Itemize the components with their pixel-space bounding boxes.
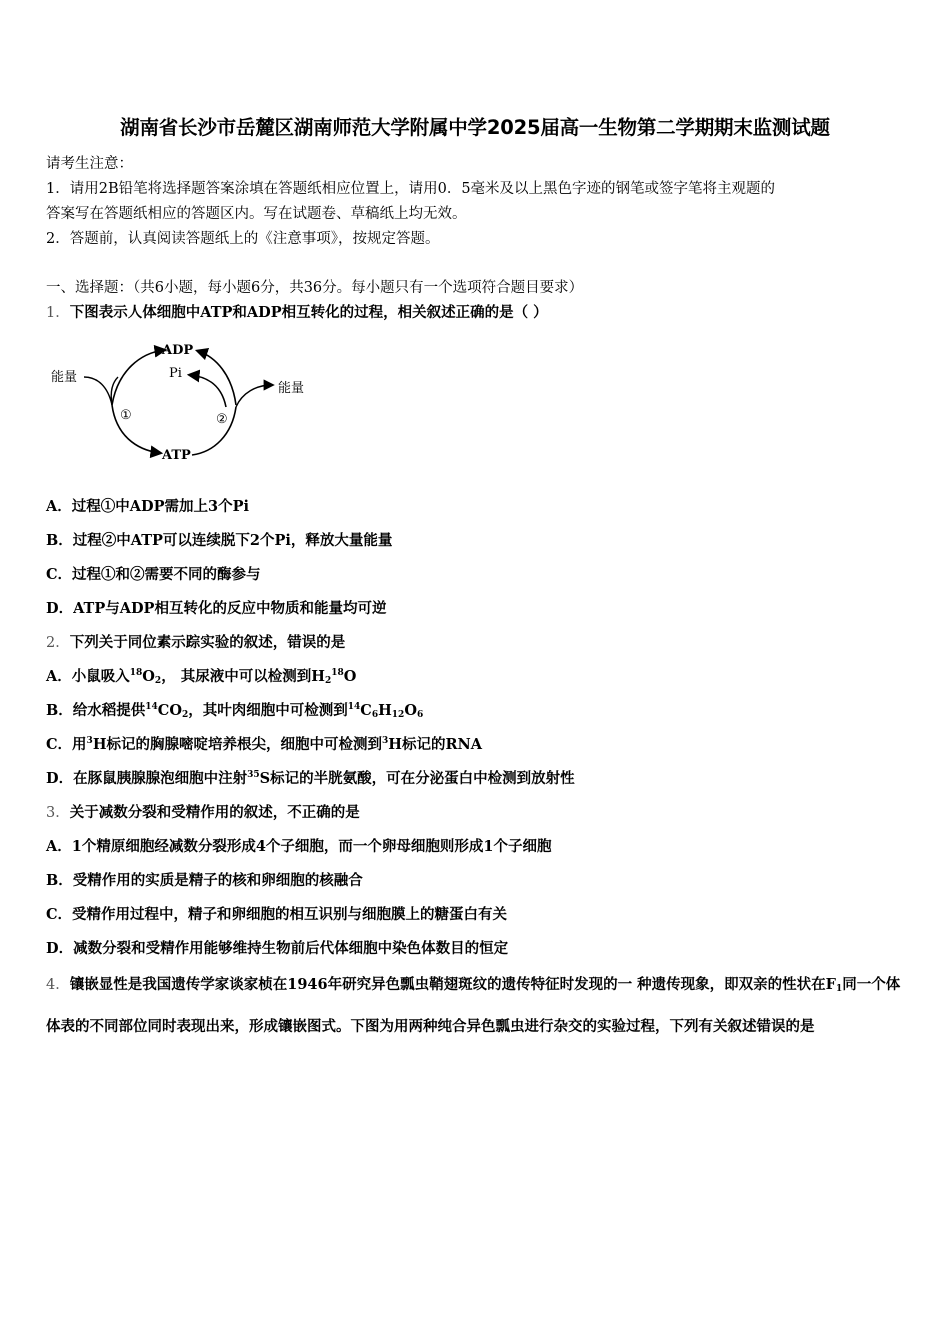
question-number: 4． xyxy=(46,977,70,993)
question-text: 关于减数分裂和受精作用的叙述，不正确的是 xyxy=(69,804,360,821)
q2-option-d: D．在豚鼠胰腺腺泡细胞中注射$^{35}$S标记的半胱氨酸，可在分泌蛋白中检测到放射性 xyxy=(46,770,575,787)
question-number: 1． xyxy=(46,305,70,321)
notice-item-1-line-2: 答案写在答题纸相应的答题区内。写在试题卷、草稿纸上均无效。 xyxy=(46,206,467,222)
q3-option-c: C．受精作用过程中，精子和卵细胞的相互识别与细胞膜上的糖蛋白有关 xyxy=(46,906,508,923)
question-text: 下列关于同位素示踪实验的叙述，错误的是 xyxy=(69,634,346,651)
energy-out-label: 能量 xyxy=(278,381,305,396)
energy-out-curve xyxy=(236,385,272,407)
notice-item-1-line-1: 1．请用2B铅笔将选择题答案涂填在答题纸相应位置上，请用0．5毫米及以上黑色字迹的钢笔或签字笔将主观题的 xyxy=(46,181,776,197)
energy-in-curve xyxy=(84,377,112,405)
arc-release-pi xyxy=(190,375,226,407)
page-title: 湖南省长沙市岳麓区湖南师范大学附属中学2025届高一生物第二学期期末监测试题 xyxy=(120,116,830,139)
question-text: 下图表示人体细胞中ATP和ADP相互转化的过程，相关叙述正确的是（ ） xyxy=(69,304,548,321)
q3-option-a: A．1个精原细胞经减数分裂形成4个子细胞，而一个卵母细胞则形成1个子细胞 xyxy=(46,838,552,855)
q1-option-a: A．过程①中ADP需加上3个Pi xyxy=(46,498,249,515)
q2-option-c: C．用$^3$H标记的胸腺嘧啶培养根尖，细胞中可检测到$^3$H标记的RNA xyxy=(46,736,483,753)
pi-label: Pi xyxy=(169,366,182,381)
question-number: 2． xyxy=(46,635,70,651)
arc-to-adp xyxy=(112,350,164,405)
q2-option-b: B．给水稻提供$^{14}CO_2$，其叶肉细胞中可检测到$^{14}C_6H_{12}O_6$ xyxy=(46,702,424,720)
adp-label: ADP xyxy=(162,343,194,358)
atp-adp-cycle-diagram xyxy=(46,335,326,470)
notice-heading: 请考生注意： xyxy=(46,156,133,172)
section-heading: 一、选择题：（共6小题，每小题6分，共36分。每小题只有一个选项符合题目要求） xyxy=(46,280,584,296)
q3-option-b: B．受精作用的实质是精子的核和卵细胞的核融合 xyxy=(46,872,363,889)
arc-from-atp xyxy=(192,407,236,455)
question-3-stem xyxy=(46,801,360,822)
step-1-marker: ① xyxy=(120,408,132,423)
question-number: 3． xyxy=(46,805,70,821)
q1-option-b: B．过程②中ATP可以连续脱下2个Pi，释放大量能量 xyxy=(46,532,393,549)
step-2-marker: ② xyxy=(216,412,228,427)
question-1-stem xyxy=(46,301,548,322)
atp-label: ATP xyxy=(162,448,191,463)
energy-in-label: 能量 xyxy=(51,370,78,385)
question-2-stem xyxy=(46,631,345,652)
notice-item-2: 2．答题前，认真阅读答题纸上的《注意事项》，按规定答题。 xyxy=(46,231,440,247)
q2-option-a: A．小鼠吸入$^{18}O_2$， 其尿液中可以检测到$H_2^{18}O$ xyxy=(46,668,357,686)
q1-option-c: C．过程①和②需要不同的酶参与 xyxy=(46,566,261,583)
question-4-stem: 4．镶嵌显性是我国遗传学家谈家桢在1946年研究异色瓢虫鞘翅斑纹的遗传特征时发现的一 种遗传现象，即双亲的性状在$F_1$同一个体体表的不同部位同时表现出来，形成镶嵌图式。下图为用两种纯合异色瓢虫进行杂交的实验过程，下列有关叙述错误的是 xyxy=(46,976,901,1035)
q1-option-d: D．ATP与ADP相互转化的反应中物质和能量均可逆 xyxy=(46,600,387,617)
q3-option-d: D．减数分裂和受精作用能够维持生物前后代体细胞中染色体数目的恒定 xyxy=(46,940,509,957)
